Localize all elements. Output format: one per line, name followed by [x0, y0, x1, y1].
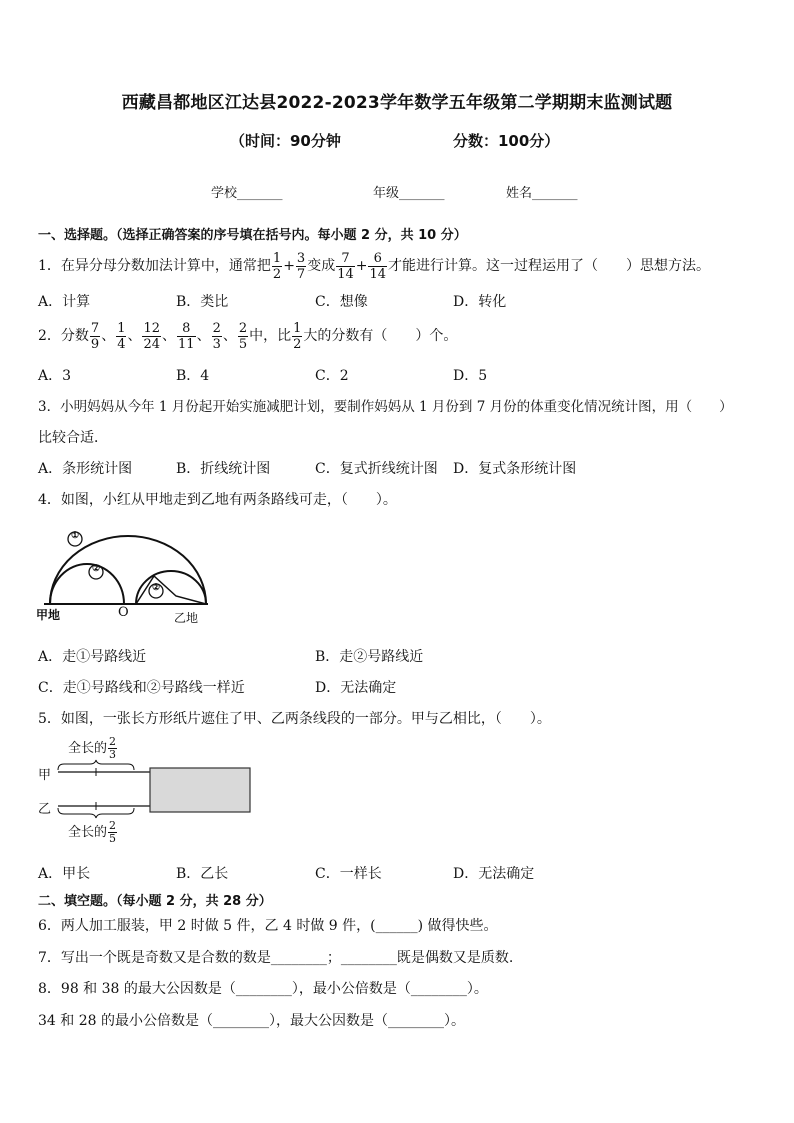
q1-text-c: 才能进行计算。这一过程运用了（ ）思想方法。: [388, 258, 711, 274]
start-point-label: 甲地: [36, 608, 61, 622]
q4-option-a: A．走①号路线近: [38, 649, 147, 665]
q2-text-c: 大的分数有（ ）个。: [303, 328, 458, 344]
fraction: $\frac{1}{4}$: [117, 320, 126, 352]
route-2-number-left: ②: [92, 564, 101, 574]
q5-option-a: A．甲长: [38, 866, 91, 882]
jia-label: 甲: [38, 768, 52, 783]
section-choice-heading: 一、选择题。（选择正确答案的序号填在括号内。每小题 2 分，共 10 分）: [38, 228, 467, 243]
q2-option-a: A．3: [38, 368, 72, 384]
question-3-line1: 3．小明妈妈从今年 1 月份起开始实施减肥计划，要制作妈妈从 1 月份到 7 月份的体重变化情况统计图，用（ ）: [38, 399, 733, 415]
route-2-number-right: ②: [152, 583, 161, 593]
fraction: $\frac{8}{11}$: [178, 320, 195, 352]
q2-option-d: D．5: [453, 368, 488, 384]
q1-option-d: D．转化: [453, 294, 507, 310]
question-4: 4．如图，小红从甲地走到乙地有两条路线可走，（ ）。: [38, 492, 397, 508]
fraction: $\frac{1}{2}$: [293, 320, 302, 352]
fraction: $\frac{3}{7}$: [296, 250, 306, 282]
q3-option-b: B．折线统计图: [176, 461, 271, 477]
q2-option-c: C．2: [315, 368, 349, 384]
question-7: 7．写出一个既是奇数又是合数的数是________；________既是偶数又是质数.: [38, 950, 514, 966]
question-6: 6．两人加工服装，甲 2 时做 5 件，乙 4 时做 9 件，(______) 做得快些。: [38, 918, 498, 934]
q3-option-d: D．复式条形统计图: [453, 461, 577, 477]
question-3-line2: 比较合适．: [38, 430, 108, 446]
q3-option-c: C．复式折线统计图: [315, 461, 438, 477]
fraction: $\frac{12}{24}$: [143, 320, 161, 352]
q2-text-a: 2．分数: [38, 328, 89, 344]
q5-option-d: D．无法确定: [453, 866, 535, 882]
route-1-number: ①: [71, 531, 80, 541]
q5-option-b: B．乙长: [176, 866, 229, 882]
q4-option-b: B．走②号路线近: [315, 649, 424, 665]
fraction: $\frac{6}{14}$: [369, 250, 387, 282]
section-fill-heading: 二、填空题。（每小题 2 分，共 28 分）: [38, 894, 272, 909]
q2-option-b: B．4: [176, 368, 210, 384]
q5-option-c: C．一样长: [315, 866, 382, 882]
q2-text-b: 中，比: [249, 328, 292, 344]
question-8-line2: 34 和 28 的最小公倍数是（________），最大公因数是（________）。: [38, 1013, 465, 1029]
plus-sign: +: [283, 258, 295, 274]
fraction: $\frac{1}{2}$: [272, 250, 282, 282]
question-1: [38, 246, 710, 286]
end-point-label: 乙地: [174, 611, 199, 625]
question-5: 5．如图，一张长方形纸片遮住了甲、乙两条线段的一部分。甲与乙相比，（ ）。: [38, 711, 551, 727]
top-label: 全长的 $\frac{2}{3}$: [68, 735, 117, 761]
name-field: 姓名_______: [506, 186, 578, 201]
grade-field: 年级_______: [373, 186, 445, 201]
q1-option-c: C．想像: [315, 294, 368, 310]
q1-text-a: 1．在异分母分数加法计算中，通常把: [38, 258, 271, 274]
q1-text-b: 变成: [307, 258, 336, 274]
center-point-label: O: [118, 605, 129, 620]
q5-paper-diagram: [38, 736, 258, 848]
bottom-label: 全长的 $\frac{2}{5}$: [68, 819, 117, 845]
q3-option-a: A．条形统计图: [38, 461, 133, 477]
exam-score: 分数：100分）: [453, 132, 560, 150]
separator: 、: [162, 328, 177, 344]
question-2: [38, 316, 457, 356]
separator: 、: [196, 328, 211, 344]
q4-route-diagram: [36, 526, 216, 628]
exam-time: （时间：90分钟: [230, 132, 341, 150]
separator: 、: [222, 328, 237, 344]
q1-option-b: B．类比: [176, 294, 229, 310]
fraction: $\frac{2}{5}$: [238, 320, 248, 352]
separator: 、: [127, 328, 142, 344]
yi-label: 乙: [38, 802, 52, 817]
question-8-line1: 8．98 和 38 的最大公因数是（________），最小公倍数是（________）。: [38, 981, 488, 997]
paper-cover: [150, 768, 250, 812]
q4-option-d: D．无法确定: [315, 680, 397, 696]
fraction: $\frac{7}{9}$: [90, 320, 100, 352]
school-field: 学校_______: [211, 186, 283, 201]
fraction: $\frac{2}{3}$: [212, 320, 221, 352]
exam-title: 西藏昌都地区江达县2022-2023学年数学五年级第二学期期末监测试题: [121, 93, 673, 113]
separator: 、: [101, 328, 116, 344]
fraction: $\frac{7}{14}$: [337, 250, 354, 282]
q4-option-c: C．走①号路线和②号路线一样近: [38, 680, 245, 696]
q1-option-a: A．计算: [38, 294, 91, 310]
plus-sign: +: [355, 258, 368, 274]
